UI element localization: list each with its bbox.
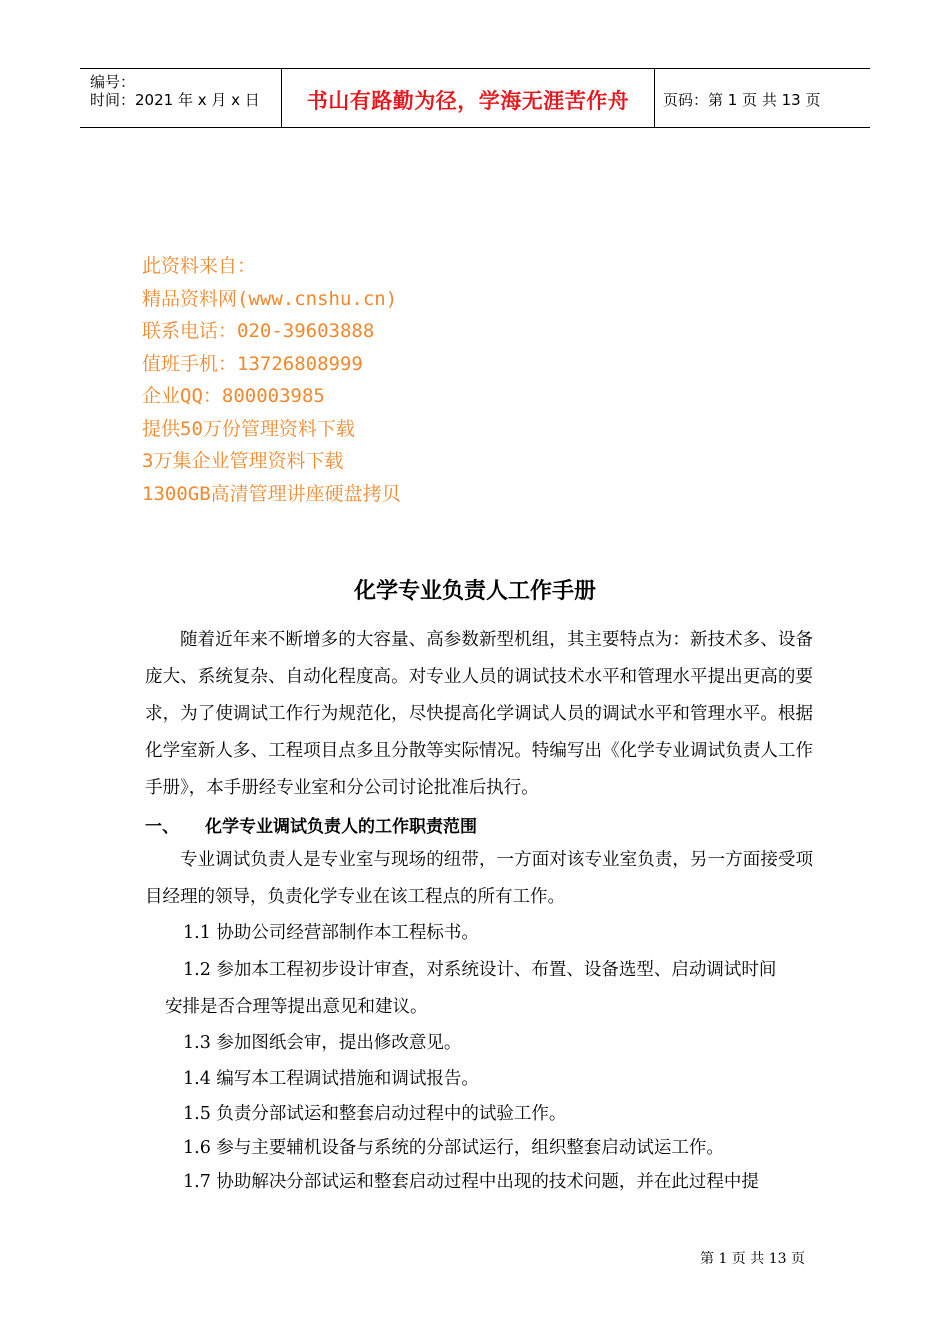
list-item: 1.4 编写本工程调试措施和调试报告。: [183, 1069, 479, 1089]
document-header: [80, 68, 870, 128]
ad-line: 3万集企业管理资料下载: [142, 450, 344, 472]
document-title: 化学专业负责人工作手册: [353, 579, 596, 604]
ad-line: 提供50万份管理资料下载: [142, 417, 355, 440]
page-footer: 第 1 页 共 13 页: [700, 1251, 805, 1267]
list-item: 1.2 参加本工程初步设计审查，对系统设计、布置、设备选型、启动调试时间: [183, 960, 777, 980]
source-info-block: [142, 250, 401, 510]
list-item: 1.5 负责分部试运和整套启动过程中的试验工作。: [183, 1104, 567, 1124]
header-motto-cell: [282, 69, 655, 127]
ad-line: 精品资料网(www.cnshu.cn): [142, 287, 398, 310]
section-title: 化学专业调试负责人的工作职责范围: [205, 817, 477, 837]
section-heading: [145, 812, 477, 837]
list-item: 安排是否合理等提出意见和建议。: [165, 997, 428, 1017]
list-item: 1.7 协助解决分部试运和整套启动过程中出现的技术问题，并在此过程中提: [183, 1172, 759, 1192]
intro-paragraph: 随着近年来不断增多的大容量、高参数新型机组，其主要特点为：新技术多、设备庞大、系统复杂、自动化程度高。对专业人员的调试技术水平和管理水平提出更高的要求，为了使调试工作行为规范化，尽快提高化学调试人员的调试水平和管理水平。根据化学室新人多、工程项目点多且分散等实际情况。特编写出《化学专业调试负责人工作手册》，本手册经专业室和分公司讨论批准后执行。: [145, 630, 813, 798]
number-label: 编号：: [90, 73, 136, 91]
ad-line: 此资料来自：: [142, 255, 257, 277]
header-page-cell: [655, 69, 870, 127]
list-item: 1.1 协助公司经营部制作本工程标书。: [183, 923, 479, 943]
section-intro-paragraph: 专业调试负责人是专业室与现场的纽带，一方面对该专业室负责，另一方面接受项目经理的领导，负责化学专业在该工程点的所有工作。: [145, 850, 813, 907]
time-label: 时间：2021 年 x 月 x 日: [90, 91, 260, 109]
motto: 书山有路勤为径，学海无涯苦作舟: [306, 89, 630, 113]
section-number: 一、: [145, 817, 179, 837]
ad-line: 1300GB高清管理讲座硬盘拷贝: [142, 482, 401, 505]
header-meta-cell: [80, 69, 282, 127]
page-label: 页码：第 1 页 共 13 页: [663, 91, 821, 109]
list-item: 1.3 参加图纸会审，提出修改意见。: [183, 1033, 462, 1053]
list-item: 1.6 参与主要辅机设备与系统的分部试运行，组织整套启动试运工作。: [183, 1138, 724, 1158]
ad-line: 企业QQ：800003985: [142, 385, 325, 407]
ad-line: 值班手机：13726808999: [142, 352, 363, 375]
ad-line: 联系电话：020-39603888: [142, 320, 375, 342]
